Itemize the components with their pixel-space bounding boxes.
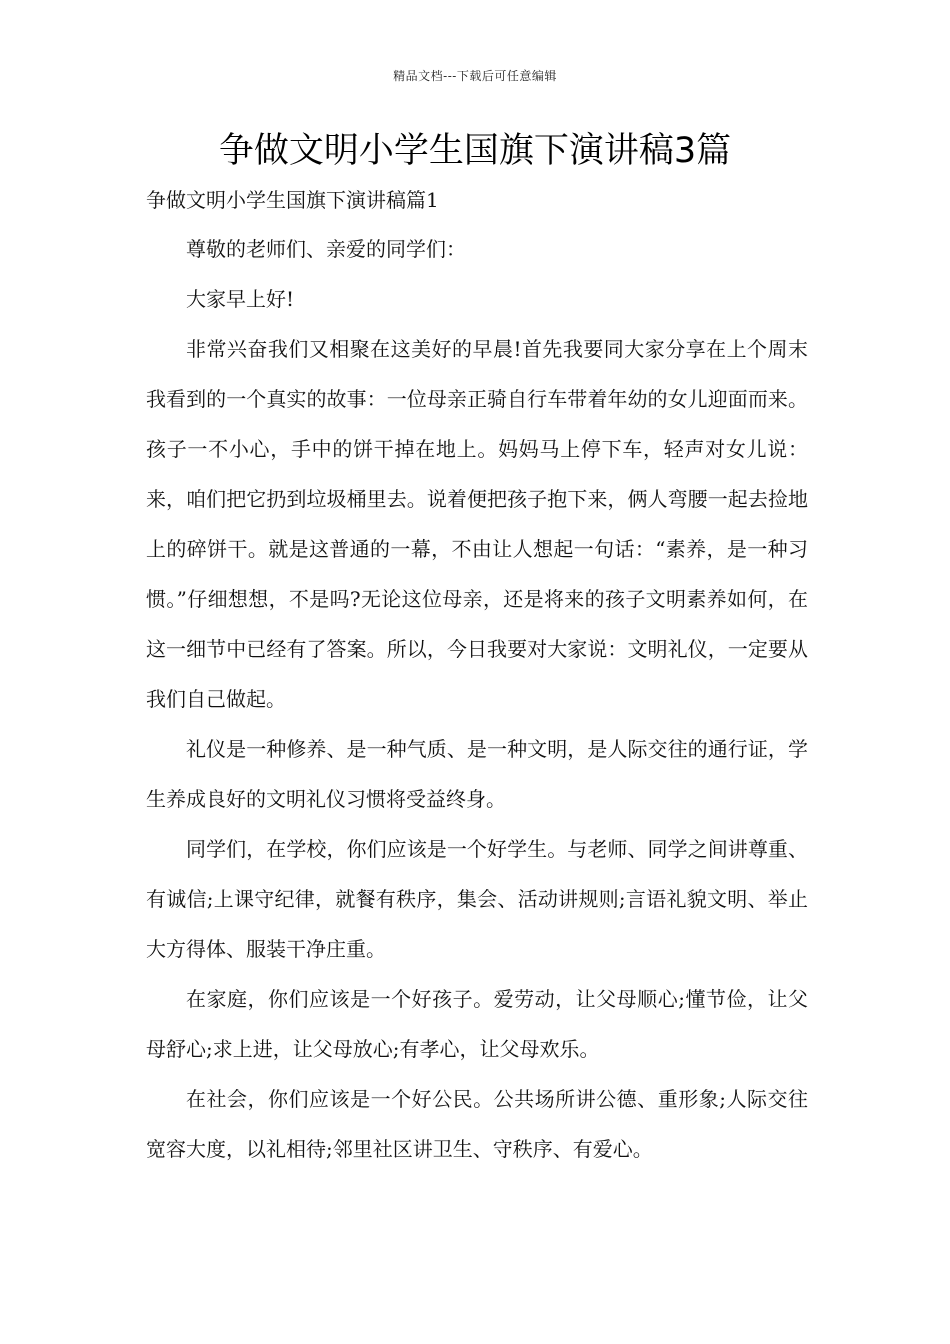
document-title: 争做文明小学生国旗下演讲稿3篇 bbox=[218, 131, 732, 171]
paragraph-school: 同学们，在学校，你们应该是一个好学生。与老师、同学之间讲尊重、有诚信;上课守纪律，就餐有秩序，集会、活动讲规则;言语礼貌文明、举止大方得体、服装干净庄重。 bbox=[146, 837, 808, 961]
paragraph-family: 在家庭，你们应该是一个好孩子。爱劳动，让父母顺心;懂节俭，让父母舒心;求上进，让父母放心;有孝心，让父母欢乐。 bbox=[146, 987, 808, 1061]
page-header: 精品文档---下载后可任意编辑 bbox=[393, 69, 557, 83]
document-body bbox=[146, 224, 808, 1174]
paragraph-salutation: 尊敬的老师们、亲爱的同学们： bbox=[186, 237, 466, 261]
section-heading: 争做文明小学生国旗下演讲稿篇1 bbox=[146, 188, 439, 212]
paragraph-society: 在社会，你们应该是一个好公民。公共场所讲公德、重形象;人际交往宽容大度，以礼相待;邻里社区讲卫生、守秩序、有爱心。 bbox=[146, 1087, 808, 1161]
paragraph-story: 非常兴奋我们又相聚在这美好的早晨!首先我要同大家分享在上个周末我看到的一个真实的故事：一位母亲正骑自行车带着年幼的女儿迎面而来。孩子一不小心，手中的饼干掉在地上。妈妈马上停下车，轻声对女儿说：来，咱们把它扔到垃圾桶里去。说着便把孩子抱下来，俩人弯腰一起去捡地上的碎饼干。就是这普通的一幕，不由让人想起一句话：“素养，是一种习惯。”仔细想想，不是吗?无论这位母亲，还是将来的孩子文明素养如何，在这一细节中已经有了答案。所以，今日我要对大家说：文明礼仪，一定要从我们自己做起。 bbox=[146, 337, 808, 711]
paragraph-greeting: 大家早上好! bbox=[186, 287, 295, 311]
paragraph-etiquette: 礼仪是一种修养、是一种气质、是一种文明，是人际交往的通行证，学生养成良好的文明礼仪习惯将受益终身。 bbox=[146, 737, 808, 811]
